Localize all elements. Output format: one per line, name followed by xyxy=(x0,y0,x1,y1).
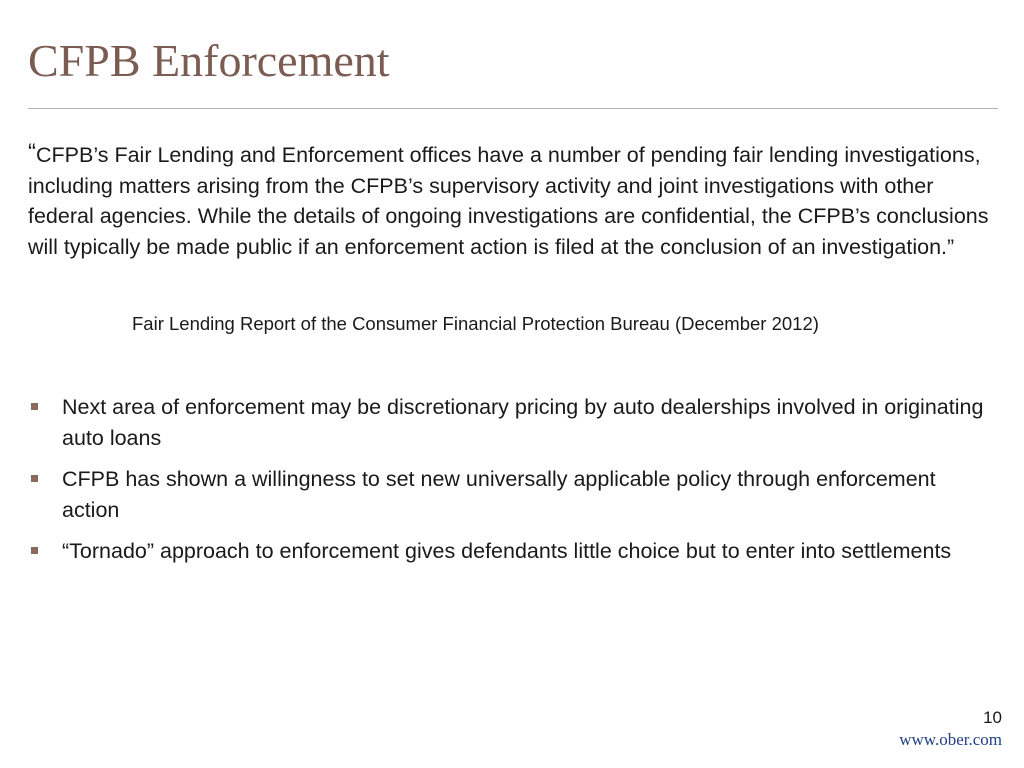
bullet-item xyxy=(28,464,993,525)
square-bullet-icon xyxy=(31,403,38,410)
bullet-item xyxy=(28,536,993,567)
bullet-list xyxy=(28,392,993,578)
quote-text: CFPB’s Fair Lending and Enforcement offices have a number of pending fair lending investigations, including matters arising from the CFPB’s supervisory activity and joint investigations with other federal agencies. While the details of ongoing investigations are confidential, the CFPB’s conclusions will typically be made public if an enforcement action is filed at the conclusion of an investigation.” xyxy=(28,143,989,259)
bullet-text: “Tornado” approach to enforcement gives defendants little choice but to enter into settlements xyxy=(62,539,952,563)
footer-url-link[interactable]: www.ober.com xyxy=(899,730,1002,749)
quote-citation: Fair Lending Report of the Consumer Financial Protection Bureau (December 2012) xyxy=(132,313,819,334)
bullet-item xyxy=(28,392,993,453)
square-bullet-icon xyxy=(31,547,38,554)
bullet-text: Next area of enforcement may be discretionary pricing by auto dealerships involved in originating auto loans xyxy=(62,395,984,450)
title-divider xyxy=(28,108,998,109)
slide-title: CFPB Enforcement xyxy=(28,35,390,86)
page-number: 10 xyxy=(983,708,1002,727)
quote-block xyxy=(28,138,1003,262)
square-bullet-icon xyxy=(31,475,38,482)
bullet-text: CFPB has shown a willingness to set new universally applicable policy through enforcement action xyxy=(62,467,936,522)
quote-open-mark: “ xyxy=(28,139,36,166)
